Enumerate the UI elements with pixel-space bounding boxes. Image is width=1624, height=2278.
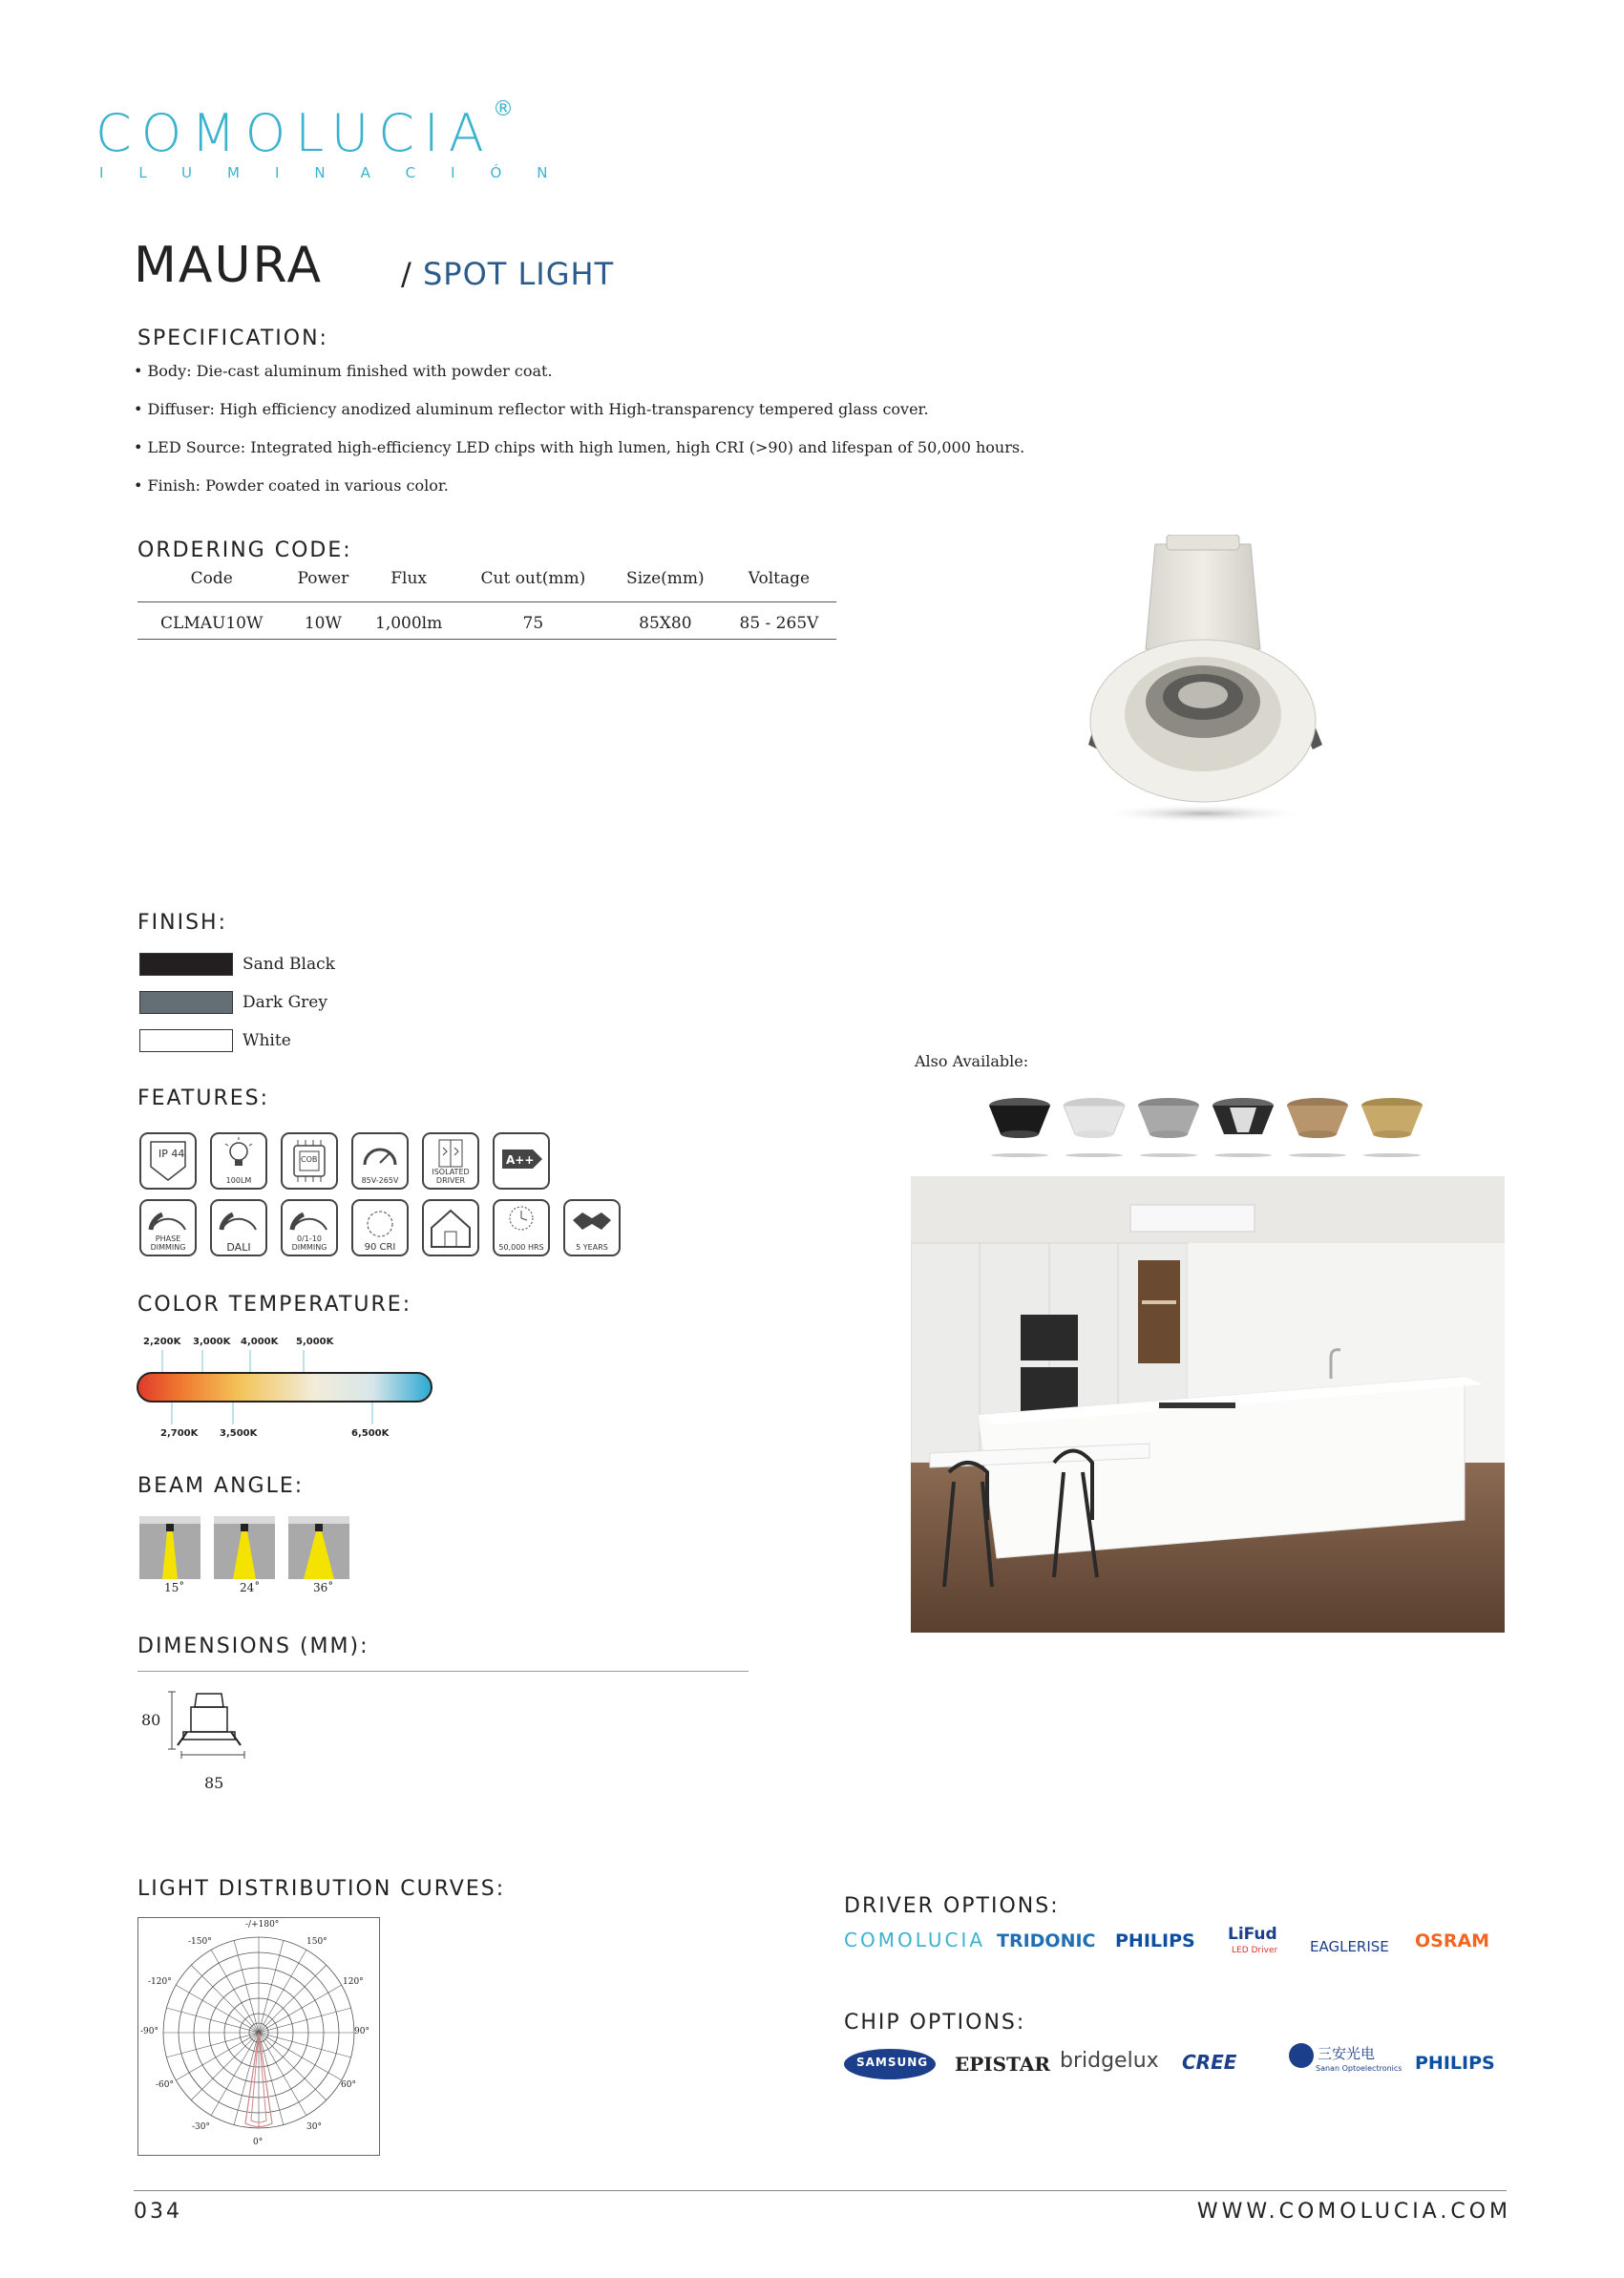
finish-heading: FINISH: — [137, 911, 228, 935]
finish-label: Dark Grey — [243, 993, 327, 1012]
beam-36-icon — [288, 1516, 349, 1579]
product-type — [401, 256, 614, 292]
driver-brand-philips: PHILIPS — [1115, 1930, 1195, 1951]
reflector-colors — [983, 1096, 1432, 1163]
beam-angle-label: 24˚ — [240, 1581, 261, 1594]
ip44-icon: IP 44 — [139, 1132, 197, 1190]
chip-brand-samsung: SAMSUNG — [856, 2056, 929, 2069]
angle-label: 90° — [354, 2027, 369, 2036]
dimming-010-icon: 0/1-10 DIMMING — [281, 1199, 338, 1256]
angle-label: -60° — [156, 2080, 174, 2090]
finish-label: White — [243, 1031, 291, 1050]
registered-mark: ® — [493, 97, 514, 121]
cri-icon: 90 CRI — [351, 1199, 409, 1256]
angle-label: 60° — [341, 2080, 356, 2090]
dimensions-divider — [137, 1671, 749, 1672]
ordering-heading: ORDERING CODE: — [137, 538, 352, 562]
polar-chart — [137, 1917, 380, 2156]
specification-heading: SPECIFICATION: — [137, 327, 328, 350]
beam-angle-label: 36˚ — [313, 1581, 334, 1594]
finish-label: Sand Black — [243, 955, 335, 974]
driver-brand-osram: OSRAM — [1415, 1930, 1490, 1951]
logo-subtitle: ILUMINACIÓN — [99, 164, 583, 181]
dimension-width: 85 — [204, 1774, 224, 1792]
beam-angle-diagram — [137, 1516, 357, 1581]
chip-brand-bridgelux: bridgelux — [1060, 2049, 1159, 2073]
isolated-driver-icon: ISOLATED DRIVER — [422, 1132, 479, 1190]
logo-text: COMOLUCIA — [95, 103, 494, 163]
ordering-table — [137, 569, 836, 640]
bulb-icon: 100LM — [210, 1132, 267, 1190]
beam-15-icon — [139, 1516, 200, 1579]
beam-angle-label: 15˚ — [164, 1581, 185, 1594]
phase-dimming-icon: PHASE DIMMING — [139, 1199, 197, 1256]
website-link[interactable]: WWW.COMOLUCIA.COM — [1196, 2200, 1511, 2224]
chip-brand-philips: PHILIPS — [1415, 2053, 1495, 2074]
color-temperature-heading: COLOR TEMPERATURE: — [137, 1293, 412, 1317]
page-number: 034 — [134, 2200, 182, 2224]
cob-chip-icon: COB — [281, 1132, 338, 1190]
column-header: Cut out(mm) — [480, 569, 586, 588]
reflector-silver-icon — [1138, 1098, 1199, 1157]
indoor-icon — [422, 1199, 479, 1256]
title-separator: / — [401, 256, 412, 292]
chip-brand-epistar: EPISTAR — [955, 2053, 1051, 2076]
driver-options-heading: DRIVER OPTIONS: — [844, 1894, 1060, 1918]
reflector-white-icon — [1064, 1098, 1125, 1157]
angle-label: 0° — [253, 2138, 264, 2147]
product-type-label: SPOT LIGHT — [422, 256, 615, 292]
spec-item: • Body: Die-cast aluminum finished with powder coat. — [134, 362, 553, 380]
product-name: MAURA — [134, 237, 324, 294]
ct-label: 3,000K — [193, 1337, 231, 1347]
dimension-height: 80 — [141, 1711, 161, 1729]
column-header: Code — [190, 569, 233, 588]
warranty-icon: 5 YEARS — [563, 1199, 621, 1256]
angle-label: 120° — [343, 1977, 364, 1987]
energy-class-icon: A++ — [493, 1132, 550, 1190]
table-cell: 85X80 — [609, 602, 722, 640]
table-cell: 75 — [457, 602, 609, 640]
sanan-subtitle: Sanan Optoelectronics — [1316, 2064, 1403, 2073]
chip-brand-cree: CREE — [1182, 2051, 1237, 2074]
angle-label: -150° — [188, 1937, 212, 1947]
angle-label: -120° — [148, 1977, 172, 1987]
color-temperature-bar — [134, 1350, 439, 1428]
chip-options-heading: CHIP OPTIONS: — [844, 2011, 1026, 2035]
finish-swatch-white — [139, 1029, 233, 1052]
reflector-gold-icon — [1361, 1098, 1423, 1157]
sanan-logo-icon — [1289, 2043, 1314, 2068]
reflector-black-icon — [989, 1098, 1050, 1157]
column-header: Voltage — [748, 569, 811, 588]
driver-brand-lifud: LiFud — [1228, 1925, 1277, 1944]
table-cell: 10W — [286, 602, 361, 640]
ct-label: 4,000K — [241, 1337, 279, 1347]
beam-24-icon — [214, 1516, 275, 1579]
dali-icon: DALI — [210, 1199, 267, 1256]
ct-label: 2,200K — [143, 1337, 181, 1347]
spec-item: • Diffuser: High efficiency anodized aluminum reflector with High-transparency tempered glass cover. — [134, 400, 929, 418]
ct-label: 5,000K — [296, 1337, 334, 1347]
table-cell: 1,000lm — [360, 602, 457, 640]
specification-list — [134, 363, 1024, 516]
lifud-subtitle: LED Driver — [1232, 1946, 1278, 1955]
finish-swatch-dark-grey — [139, 991, 233, 1014]
chip-brand-sanan: 三安光电 — [1318, 2045, 1376, 2062]
kitchen-photo — [911, 1176, 1505, 1633]
column-header: Power — [297, 569, 349, 588]
table-cell: CLMAU10W — [137, 602, 286, 640]
angle-label: 150° — [306, 1937, 327, 1947]
angle-label: -/+180° — [245, 1920, 280, 1930]
driver-brand-comolucia: COMOLUCIA — [844, 1929, 986, 1951]
table-row — [137, 602, 836, 640]
lifespan-icon: 50,000 HRS — [493, 1199, 550, 1256]
driver-brand-tridonic: TRIDONIC — [997, 1930, 1096, 1951]
column-header: Flux — [390, 569, 427, 588]
finish-swatch-sand-black — [139, 953, 233, 976]
ct-label: 6,500K — [351, 1428, 390, 1439]
driver-brand-eaglerise: EAGLERISE — [1310, 1938, 1389, 1955]
product-photo — [1060, 535, 1346, 831]
reflector-bronze-icon — [1287, 1098, 1348, 1157]
reflector-chrome-icon — [1213, 1098, 1274, 1157]
column-header: Size(mm) — [626, 569, 705, 588]
voltage-icon: 85V-265V — [351, 1132, 409, 1190]
angle-label: -30° — [192, 2122, 210, 2132]
spec-item: • LED Source: Integrated high-efficiency LED chips with high lumen, high CRI (>90) and lifespan of 50,000 hours. — [134, 438, 1025, 456]
footer-divider — [134, 2190, 1507, 2191]
dimension-drawing — [168, 1690, 273, 1776]
beam-angle-heading: BEAM ANGLE: — [137, 1474, 305, 1498]
dimensions-heading: DIMENSIONS (MM): — [137, 1635, 369, 1658]
spec-item: • Finish: Powder coated in various color. — [134, 476, 449, 495]
light-distribution-heading: LIGHT DISTRIBUTION CURVES: — [137, 1877, 506, 1901]
angle-label: 30° — [306, 2122, 322, 2132]
ct-label: 3,500K — [220, 1428, 258, 1439]
also-available-label: Also Available: — [915, 1052, 1029, 1070]
ct-label: 2,700K — [160, 1428, 199, 1439]
angle-label: -90° — [140, 2027, 158, 2036]
table-cell: 85 - 265V — [722, 602, 836, 640]
features-heading: FEATURES: — [137, 1086, 270, 1110]
